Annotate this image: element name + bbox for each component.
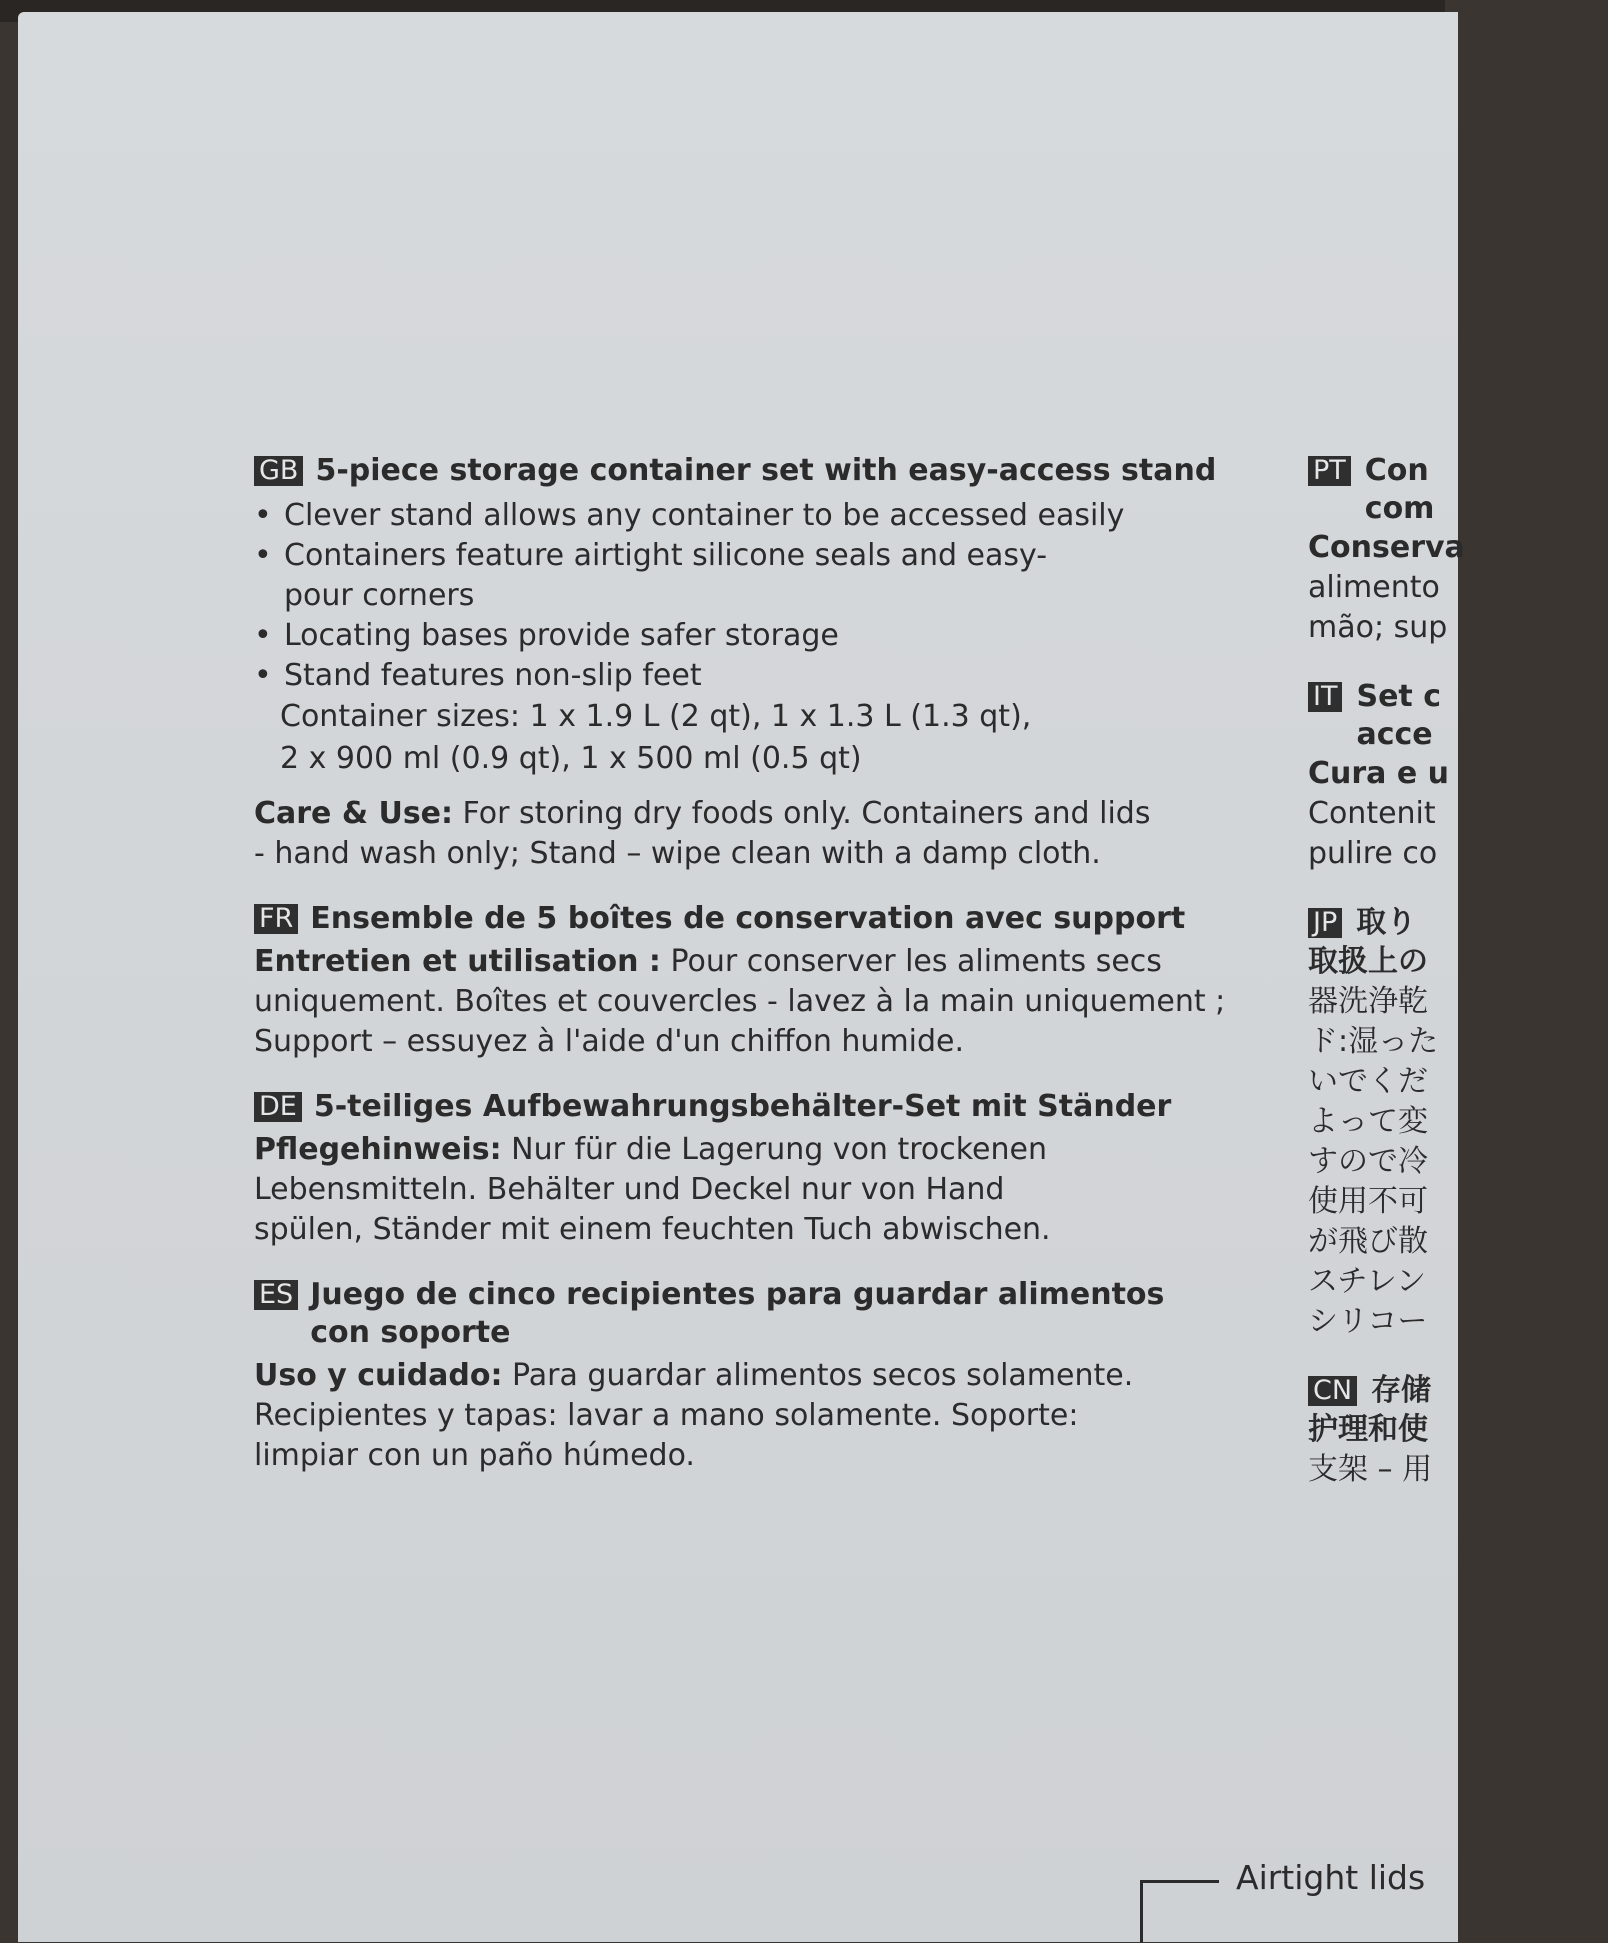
language-badge-jp: JP — [1308, 908, 1342, 938]
text-fragment: スチレン — [1308, 1264, 1427, 1299]
care-text-fr — [254, 942, 1264, 1062]
text-fragment: が飛び散 — [1308, 1224, 1428, 1259]
language-badge-gb: GB — [254, 456, 303, 486]
feature-list — [254, 496, 1264, 696]
section-pt-title-line: com — [1364, 491, 1435, 526]
feature-item-continuation: pour corners — [284, 578, 475, 613]
section-pt-title-line: Con — [1364, 453, 1429, 488]
care-line: Support – essuyez à l'aide d'un chiffon humide. — [254, 1024, 965, 1059]
section-de-title: 5-teiliges Aufbewahrungsbehälter-Set mit Ständer — [313, 1089, 1172, 1124]
feature-item-text: Containers feature airtight silicone seals and easy- — [284, 538, 1048, 573]
section-gb — [254, 452, 1264, 874]
care-line: uniquement. Boîtes et couvercles - lavez à la main uniquement ; — [254, 984, 1226, 1019]
section-jp-heading — [1308, 904, 1608, 942]
section-gb-heading — [254, 452, 1264, 490]
language-badge-de: DE — [254, 1092, 302, 1122]
text-fragment: 器洗浄乾 — [1308, 984, 1428, 1019]
feature-item — [254, 536, 1264, 616]
text-fragment: よって変 — [1308, 1104, 1428, 1139]
care-line: Recipientes y tapas: lavar a mano solamente. Soporte: — [254, 1398, 1079, 1433]
care-label: Uso y cuidado: — [254, 1358, 503, 1393]
language-badge-cn: CN — [1308, 1376, 1357, 1406]
text-fragment: シリコー — [1308, 1304, 1428, 1339]
section-it-title-line: Set c — [1356, 679, 1441, 714]
container-sizes-line: Container sizes: 1 x 1.9 L (2 qt), 1 x 1.3 L (1.3 qt), — [280, 699, 1032, 734]
care-line: spülen, Ständer mit einem feuchten Tuch abwischen. — [254, 1212, 1051, 1247]
care-line: - hand wash only; Stand – wipe clean with a damp cloth. — [254, 836, 1101, 871]
section-fr — [254, 900, 1264, 1062]
section-gb-title: 5-piece storage container set with easy-access stand — [315, 453, 1217, 488]
section-it-title-line: acce — [1356, 717, 1433, 752]
text-fragment: Contenit — [1308, 796, 1436, 831]
care-text-gb — [254, 794, 1264, 874]
section-es-title-line: Juego de cinco recipientes para guardar alimentos — [310, 1277, 1165, 1312]
feature-item: • Locating bases provide safer storage — [254, 616, 1264, 656]
section-jp — [1308, 904, 1608, 1342]
section-pt — [1308, 452, 1608, 648]
text-fragment: ド:湿った — [1308, 1024, 1439, 1059]
care-line: limpiar con un paño húmedo. — [254, 1438, 695, 1473]
section-fr-heading — [254, 900, 1264, 938]
container-sizes-line: 2 x 900 ml (0.9 qt), 1 x 500 ml (0.5 qt) — [280, 741, 862, 776]
language-badge-fr: FR — [254, 904, 298, 934]
section-es-title-line: con soporte — [310, 1315, 511, 1350]
feature-item: • Stand features non-slip feet — [254, 656, 1264, 696]
text-fragment: 支架 – 用 — [1308, 1452, 1433, 1487]
text-fragment: mão; sup — [1308, 610, 1448, 645]
care-label: Pflegehinweis: — [254, 1132, 502, 1167]
text-fragment: pulire co — [1308, 836, 1438, 871]
text-fragment: Conserva — [1308, 530, 1465, 565]
section-es-title — [310, 1276, 1164, 1352]
care-line: Pour conserver les aliments secs — [660, 944, 1162, 979]
language-badge-es: ES — [254, 1280, 298, 1310]
feature-item: • Clever stand allows any container to be accessed easily — [254, 496, 1264, 536]
text-fragment: Cura e u — [1308, 756, 1450, 791]
callout-bracket — [1140, 1880, 1219, 1943]
section-de-heading — [254, 1088, 1264, 1126]
care-line: Nur für die Lagerung von trockenen — [501, 1132, 1047, 1167]
section-jp-title: 取り — [1356, 905, 1417, 940]
care-line: For storing dry foods only. Containers and lids — [453, 796, 1151, 831]
section-cn — [1308, 1372, 1608, 1490]
section-cn-heading — [1308, 1372, 1608, 1410]
text-fragment: すので冷 — [1308, 1144, 1428, 1179]
section-it — [1308, 678, 1608, 874]
language-badge-it: IT — [1308, 682, 1342, 712]
packaging-panel — [18, 12, 1465, 1942]
section-es — [254, 1276, 1264, 1476]
section-it-heading — [1308, 678, 1608, 754]
care-label: Care & Use: — [254, 796, 454, 831]
text-fragment: 使用不可 — [1308, 1184, 1428, 1219]
text-fragment: 取扱上の — [1308, 944, 1428, 979]
section-pt-heading — [1308, 452, 1608, 528]
section-es-heading — [254, 1276, 1264, 1352]
callout-label: Airtight lids — [1236, 1858, 1426, 1897]
care-line: Para guardar alimentos secos solamente. — [502, 1358, 1134, 1393]
section-cn-title: 存储 — [1371, 1373, 1432, 1408]
care-label: Entretien et utilisation : — [254, 944, 661, 979]
right-column-cropped — [1308, 452, 1608, 1520]
care-text-es — [254, 1356, 1264, 1476]
care-text-de — [254, 1130, 1264, 1250]
section-de — [254, 1088, 1264, 1250]
care-line: Lebensmitteln. Behälter und Deckel nur von Hand — [254, 1172, 1005, 1207]
section-fr-title: Ensemble de 5 boîtes de conservation avec support — [310, 901, 1186, 936]
left-column — [254, 452, 1264, 1502]
container-sizes — [254, 696, 1264, 780]
text-fragment: 护理和使 — [1308, 1412, 1428, 1447]
text-fragment: alimento — [1308, 570, 1440, 605]
text-fragment: いでくだ — [1308, 1064, 1428, 1099]
language-badge-pt: PT — [1308, 456, 1351, 486]
